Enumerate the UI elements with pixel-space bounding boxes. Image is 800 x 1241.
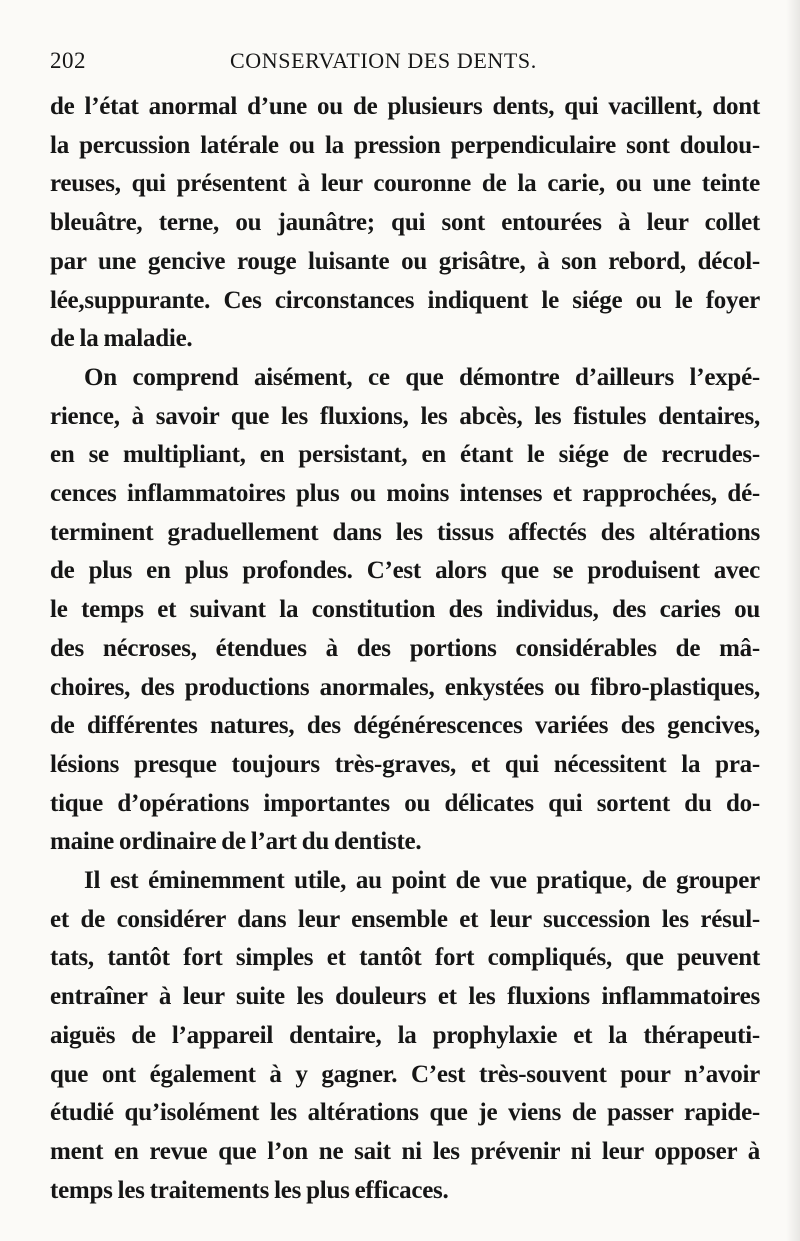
paragraph-3 (50, 862, 760, 1210)
text-line: rience, à savoir que les fluxions, les abcès, les fistules dentaires, (50, 402, 760, 430)
page-header (50, 48, 760, 74)
text-line: tique d’opérations importantes ou délicates qui sortent du do- (50, 789, 760, 817)
text-line: choires, des productions anormales, enkystées ou fibro-plastiques, (50, 673, 760, 701)
text-line: de la maladie. (50, 325, 193, 353)
text-line: On comprend aisément, ce que démontre d’ailleurs l’expé- (84, 363, 760, 391)
text-line: tats, tantôt fort simples et tantôt fort compliqués, que peuvent (50, 944, 760, 972)
text-line: de plus en plus profondes. C’est alors que se produisent avec (50, 557, 760, 585)
text-line: bleuâtre, terne, ou jaunâtre; qui sont entourées à leur collet (50, 209, 760, 237)
text-line: lée,suppurante. Ces circonstances indiquent le siége ou le foyer (50, 286, 760, 314)
text-line: que ont également à y gagner. C’est très-souvent pour n’avoir (50, 1060, 760, 1088)
paragraph-1 (50, 88, 760, 359)
text-line: de différentes natures, des dégénérescences variées des gencives, (50, 712, 760, 740)
text-line: terminent graduellement dans les tissus affectés des altérations (50, 518, 760, 546)
text-line: aiguës de l’appareil dentaire, la prophylaxie et la thérapeuti- (50, 1021, 760, 1049)
text-line: de l’état anormal d’une ou de plusieurs dents, qui vacillent, dont (50, 93, 760, 120)
text-line: et de considérer dans leur ensemble et leur succession les résul- (50, 905, 760, 933)
text-line: le temps et suivant la constitution des individus, des caries ou (50, 596, 760, 624)
text-line: ment en revue que l’on ne sait ni les prévenir ni leur opposer à (50, 1137, 760, 1165)
text-line: des nécroses, étendues à des portions considérables de mâ- (50, 634, 760, 662)
text-line: étudié qu’isolément les altérations que je viens de passer rapide- (50, 1099, 760, 1127)
page-number: 202 (50, 48, 86, 73)
text-line: par une gencive rouge luisante ou grisâtre, à son rebord, décol- (50, 247, 760, 275)
text-line: la percussion latérale ou la pression perpendiculaire sont doulou- (50, 131, 760, 159)
text-line: maine ordinaire de l’art du dentiste. (50, 828, 422, 856)
page-edge-shadow (786, 0, 800, 1241)
running-title: CONSERVATION DES DENTS. (230, 48, 537, 73)
text-line: Il est éminemment utile, au point de vue pratique, de grouper (84, 867, 760, 895)
text-line: lésions presque toujours très-graves, et qui nécessitent la pra- (50, 750, 760, 778)
text-line: en se multipliant, en persistant, en étant le siége de recrudes- (50, 441, 760, 469)
text-line: temps les traitements les plus efficaces. (50, 1176, 449, 1204)
paragraph-2 (50, 359, 760, 862)
text-line: entraîner à leur suite les douleurs et les fluxions inflammatoires (50, 983, 760, 1011)
text-line: reuses, qui présentent à leur couronne de la carie, ou une teinte (50, 170, 760, 198)
text-line: cences inflammatoires plus ou moins intenses et rapprochées, dé- (50, 480, 760, 508)
